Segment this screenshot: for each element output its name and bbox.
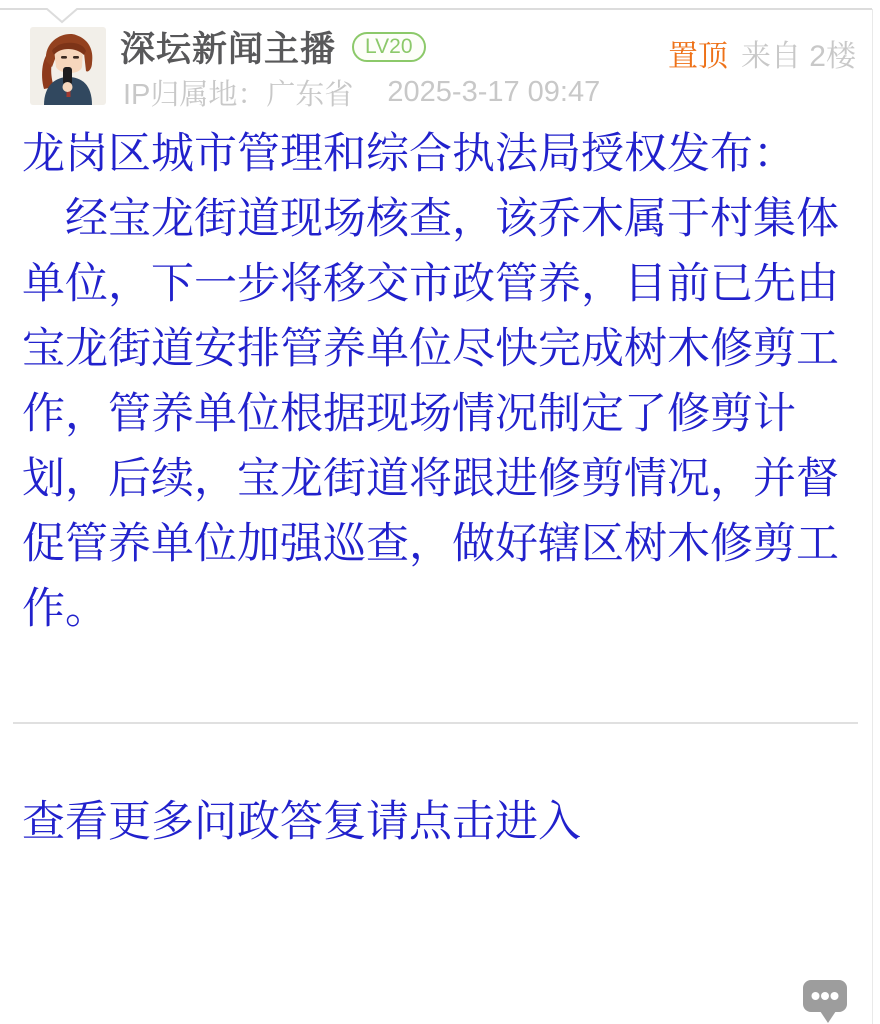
comment-button[interactable] [801, 978, 849, 1024]
avatar-image [30, 27, 106, 105]
ip-location-label: IP归属地：广东省 [123, 79, 354, 111]
more-replies-link[interactable]: 查看更多问政答复请点击进入 [22, 798, 581, 846]
level-badge: LV20 [352, 32, 426, 62]
post-content-body: 经宝龙街道现场核查，该乔木属于村集体单位，下一步将移交市政管养，目前已先由宝龙街道安排管养单位尽快完成树木修剪工作，管养单位根据现场情况制定了修剪计划，后续，宝龙街道将跟进修剪情况，并督促管养单位加强巡查，做好辖区树木修剪工作。 [22, 195, 839, 633]
post-content-heading: 龙岗区城市管理和综合执法局授权发布： [22, 130, 796, 178]
comment-bubble-icon [801, 978, 849, 1024]
author-row [120, 26, 426, 68]
card-right-border [872, 9, 873, 1024]
post-flags-row [668, 31, 856, 75]
floor-label[interactable]: 来自 2楼 [740, 40, 856, 73]
post-content [22, 122, 860, 642]
author-username[interactable]: 深坛新闻主播 [120, 30, 337, 69]
content-divider [13, 722, 858, 724]
pinned-badge: 置顶 [667, 40, 728, 73]
post-timestamp: 2025-3-17 09:47 [387, 76, 601, 108]
post-meta-row [123, 72, 600, 113]
avatar[interactable] [30, 27, 106, 105]
